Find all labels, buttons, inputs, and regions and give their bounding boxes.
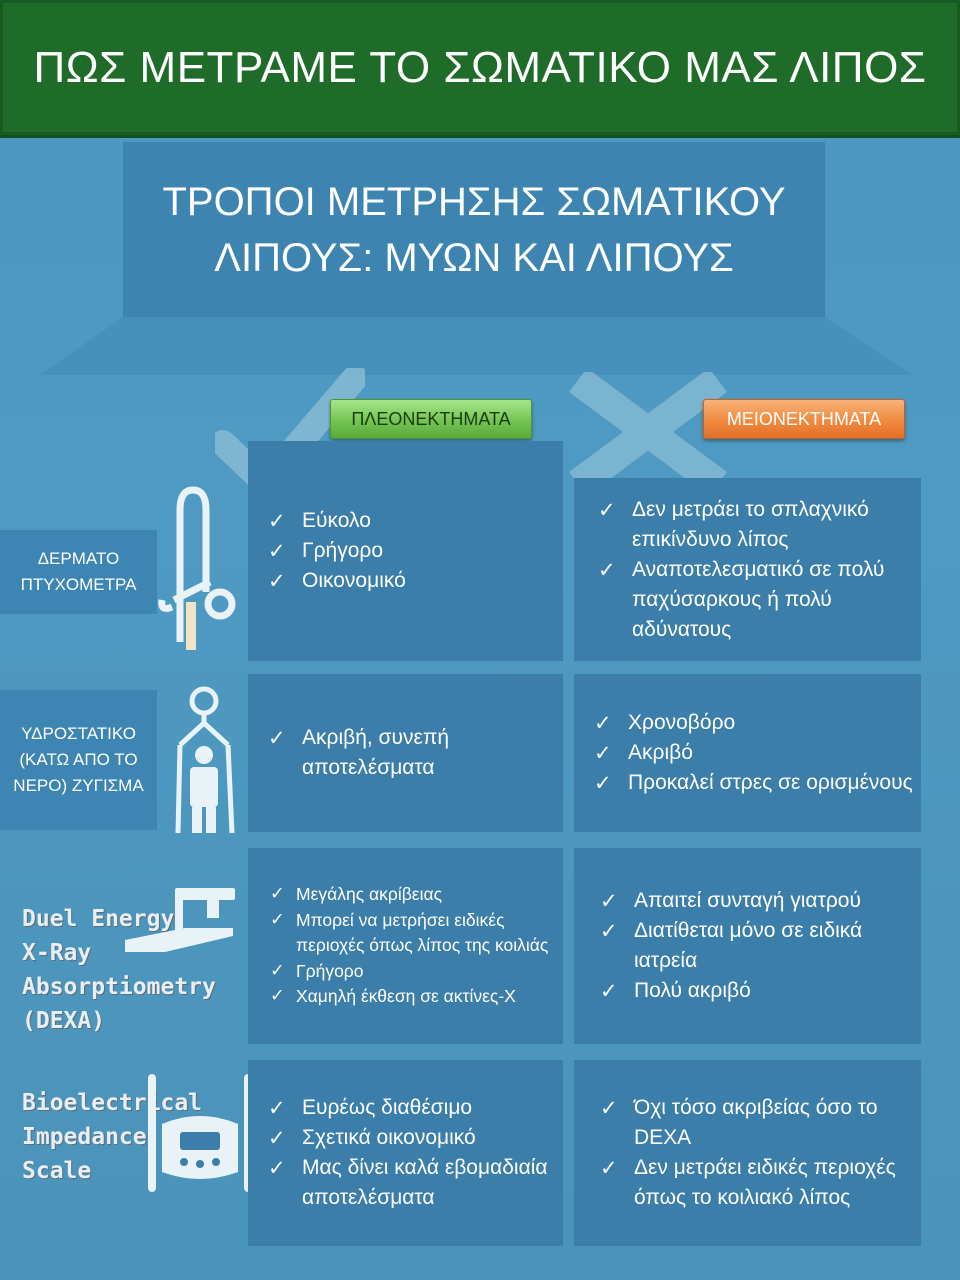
- cons-item: ✓ Χρονοβόρο: [590, 708, 913, 738]
- pros-cell-bioimpedance: [248, 1060, 563, 1246]
- pros-item: ✓ Εύκολο: [264, 506, 406, 536]
- pros-item: ✓ Ακριβή, συνεπή αποτελέσματα: [264, 723, 563, 783]
- pros-column-header: ΠΛΕΟΝΕΚΤΗΜΑΤΑ: [330, 399, 532, 439]
- cons-cell-hydrostatic: [574, 674, 921, 832]
- pros-item: ✓ Σχετικά οικονομικό: [264, 1123, 563, 1153]
- pros-item: ✓ Γρήγορο: [270, 959, 563, 985]
- cons-item: ✓ Διατίθεται μόνο σε ειδικά ιατρεία: [596, 916, 921, 976]
- pros-item: ✓ Μπορεί να μετρήσει ειδικές περιοχές όπως λίπος της κοιλιάς: [270, 908, 563, 959]
- cons-item: ✓ Δεν μετράει ειδικές περιοχές όπως το κοιλιακό λίπος: [596, 1153, 921, 1213]
- method-label-text: ΥΔΡΟΣΤΑΤΙΚΟ (ΚΑΤΩ ΑΠΟ ΤΟ ΝΕΡΟ) ΖΥΓΙΣΜΑ: [13, 724, 144, 795]
- bioimpedance-scale-icon: [140, 1068, 260, 1228]
- method-label-text: ΔΕΡΜΑΤΟ ΠΤΥΧΟΜΕΤΡΑ: [20, 549, 137, 594]
- cons-item: ✓ Απαιτεί συνταγή γιατρού: [596, 886, 921, 916]
- header-banner: [0, 0, 960, 138]
- page-title: ΠΩΣ ΜΕΤΡΑΜΕ ΤΟ ΣΩΜΑΤΙΚΟ ΜΑΣ ΛΙΠΟΣ: [33, 42, 927, 92]
- subtitle-trapezoid: [0, 317, 960, 377]
- pros-item: ✓ Γρήγορο: [264, 536, 406, 566]
- hydrostatic-scale-icon: [170, 683, 240, 853]
- method-label-hydrostatic: [0, 690, 157, 830]
- cons-item: ✓ Πολύ ακριβό: [596, 976, 921, 1006]
- cons-item: ✓ Προκαλεί στρες σε ορισμένους: [590, 768, 913, 798]
- pros-item: ✓ Χαμηλή έκθεση σε ακτίνες-Χ: [270, 984, 563, 1010]
- cons-item: ✓ Όχι τόσο ακριβείας όσο το DEXA: [596, 1093, 921, 1153]
- pros-cell-hydrostatic: [248, 674, 563, 832]
- pros-item: ✓ Μας δίνει καλά εβομαδιαία αποτελέσματα: [264, 1153, 563, 1213]
- page-subtitle: ΤΡΟΠΟΙ ΜΕΤΡΗΣΗΣ ΣΩΜΑΤΙΚΟΥ ΛΙΠΟΥΣ: ΜΥΩΝ ΚΑΙ ΛΙΠΟΥΣ: [162, 179, 786, 280]
- pros-cell-dexa: [248, 848, 563, 1044]
- cons-item: ✓ Δεν μετράει το σπλαχνικό επικίνδυνο λίπος: [594, 495, 921, 555]
- subtitle-box: [123, 142, 825, 317]
- cons-cell-bioimpedance: [574, 1060, 921, 1246]
- method-label-skinfold: [0, 530, 157, 614]
- cons-cell-dexa: [574, 848, 921, 1044]
- cons-item: ✓ Αναποτελεσματικό σε πολύ παχύσαρκους ή πολύ αδύνατους: [594, 555, 921, 645]
- cons-cell-skinfold: [574, 478, 921, 661]
- pros-item: ✓ Οικονομικό: [264, 566, 406, 596]
- cons-column-header: ΜΕΙΟΝΕΚΤΗΜΑΤΑ: [703, 399, 905, 439]
- pros-item: ✓ Ευρέως διαθέσιμο: [264, 1093, 563, 1123]
- dexa-scanner-icon: [125, 880, 245, 960]
- pros-item: ✓ Μεγάλης ακρίβειας: [270, 882, 563, 908]
- method-label-bioimpedance: Bioelectrical Impedance Scale: [22, 1090, 203, 1184]
- method-label-dexa: Duel Energy X-Ray Absorptiometry (DEXA): [22, 906, 216, 1034]
- pros-cell-skinfold: [248, 441, 563, 661]
- skinfold-caliper-icon: [150, 482, 240, 652]
- cons-item: ✓ Ακριβό: [590, 738, 913, 768]
